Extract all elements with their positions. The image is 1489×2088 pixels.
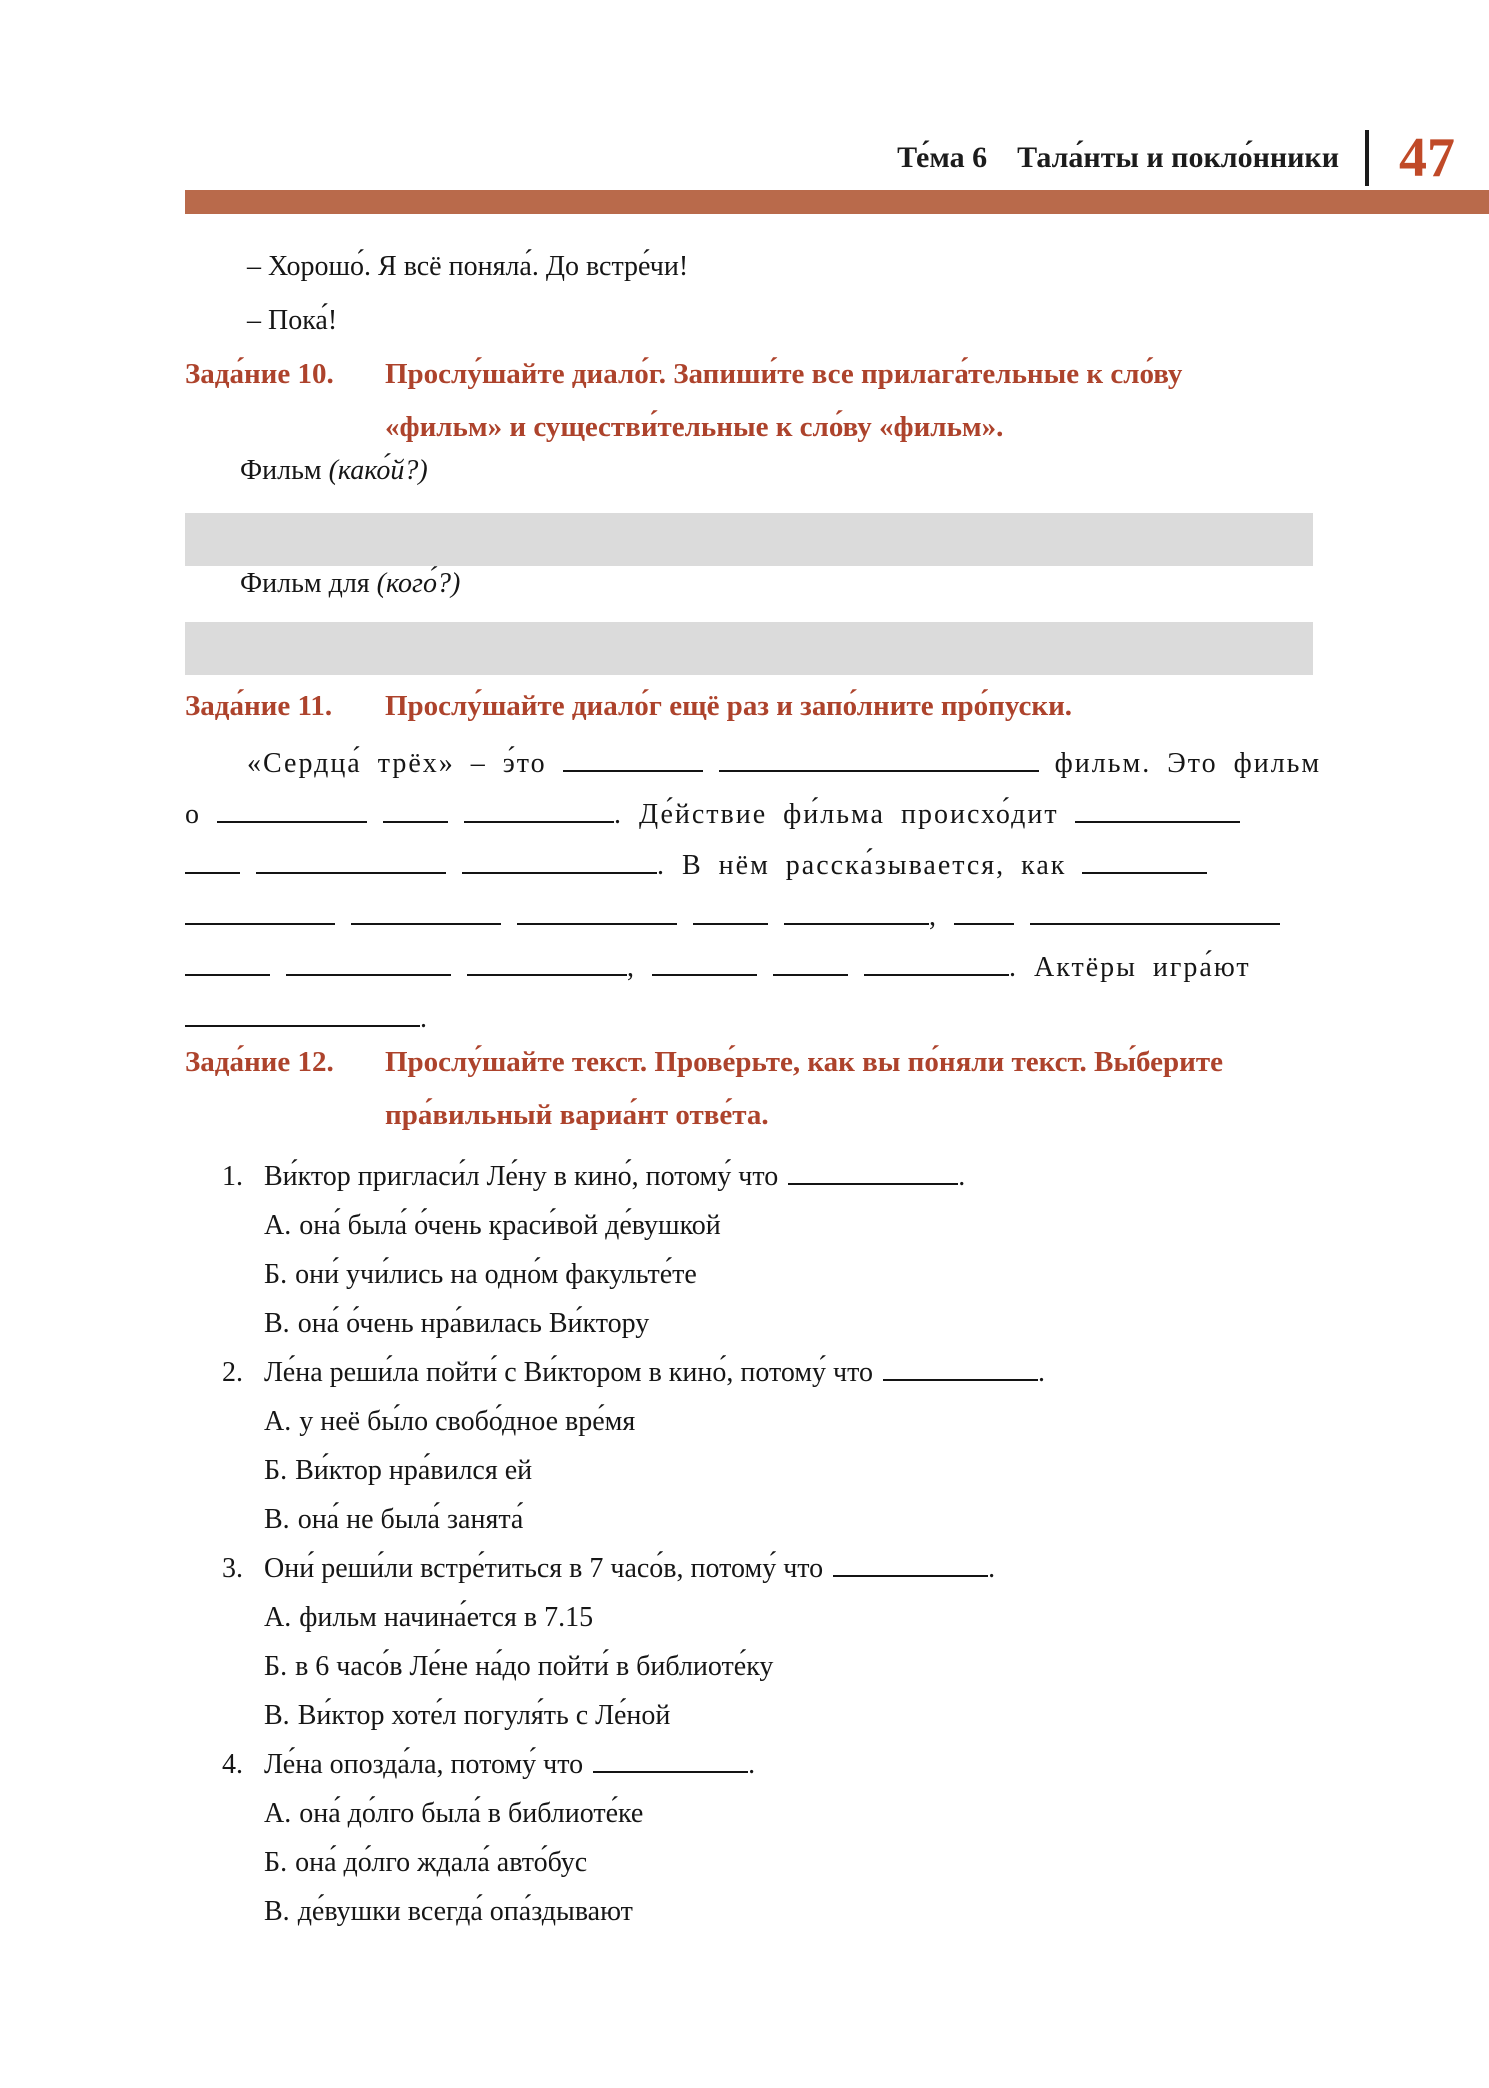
option-letter: А. xyxy=(264,1602,292,1633)
question-number: 1. xyxy=(222,1161,243,1192)
page-number: 47 xyxy=(1399,127,1455,189)
question-period: . xyxy=(1038,1357,1045,1388)
cloze-line xyxy=(185,738,1345,789)
task12-instruction-line2: пра́вильный вариа́нт отве́та. xyxy=(385,1099,769,1131)
question-blank xyxy=(788,1161,958,1185)
option-text: у неё бы́ло свобо́дное вре́мя xyxy=(299,1406,636,1437)
fill-in-blank xyxy=(256,850,446,874)
answer-option xyxy=(222,1201,1345,1250)
questions-list xyxy=(185,1152,1345,1936)
option-letter: А. xyxy=(264,1210,292,1241)
answer-option xyxy=(222,1887,1345,1936)
cloze-text xyxy=(757,952,773,983)
fill-in-blank xyxy=(517,901,677,925)
prompt-question: (кого́?) xyxy=(376,568,461,599)
answer-option xyxy=(222,1789,1345,1838)
fill-in-blank xyxy=(351,901,501,925)
chapter-label: Те́ма 6 xyxy=(897,141,988,174)
task12-instruction-line1: Прослу́шайте текст. Прове́рьте, как вы по́няли текст. Вы́берите xyxy=(385,1046,1223,1078)
option-letter: В. xyxy=(264,1700,290,1731)
fill-in-blank xyxy=(652,952,757,976)
question-period: . xyxy=(748,1749,756,1780)
fill-in-blank xyxy=(185,1003,420,1027)
cloze-text xyxy=(270,952,286,983)
cloze-text: . Актёры игра́ют xyxy=(1009,952,1251,983)
task12-label: Зада́ние 12. xyxy=(185,1046,334,1078)
task10-heading xyxy=(185,348,1345,454)
dialog-excerpt xyxy=(185,240,1345,348)
answer-option xyxy=(222,1397,1345,1446)
question-number: 2. xyxy=(222,1357,243,1388)
task12-instruction xyxy=(385,1036,1223,1142)
question-block xyxy=(222,1740,1345,1936)
fill-in-blank xyxy=(467,952,627,976)
answer-option xyxy=(222,1642,1345,1691)
page-header xyxy=(897,127,1455,189)
fill-in-blank xyxy=(773,952,848,976)
option-letter: В. xyxy=(264,1896,290,1927)
fill-in-blank xyxy=(464,799,614,823)
task11-heading xyxy=(185,680,1345,733)
answer-area-nouns xyxy=(185,622,1313,675)
question-text: Ле́на реши́ла пойти́ с Ви́ктором в кино́, потому́ что xyxy=(264,1357,873,1388)
fill-in-blank xyxy=(1030,901,1280,925)
task10-prompt-noun xyxy=(185,568,1345,600)
option-letter: А. xyxy=(264,1798,292,1829)
fill-in-blank xyxy=(185,901,335,925)
option-letter: В. xyxy=(264,1504,290,1535)
cloze-text: фильм. Это фильм xyxy=(1038,748,1322,779)
cloze-text: . В нём расска́зывается, как xyxy=(657,850,1083,881)
dialog-line: – Пока́! xyxy=(247,305,338,336)
prompt-word: Фильм для xyxy=(240,568,370,599)
task11-label: Зада́ние 11. xyxy=(185,690,333,722)
fill-in-blank xyxy=(1075,799,1240,823)
question-period: . xyxy=(958,1161,966,1192)
question-text: Ви́ктор пригласи́л Ле́ну в кино́, потому́ что xyxy=(264,1161,779,1192)
task10-prompt-adjective xyxy=(185,455,1345,487)
option-text: фильм начина́ется в 7.15 xyxy=(299,1602,594,1633)
fill-in-blank xyxy=(719,748,1039,772)
fill-in-blank xyxy=(383,799,448,823)
question-line xyxy=(222,1348,1345,1397)
prompt-word: Фильм xyxy=(240,455,322,486)
option-text: в 6 часо́в Ле́не на́до пойти́ в библиоте́ку xyxy=(295,1651,774,1682)
header-divider xyxy=(1365,130,1369,186)
question-number: 4. xyxy=(222,1749,243,1780)
cloze-text xyxy=(367,799,383,830)
task10-instruction xyxy=(385,348,1182,454)
cloze-text xyxy=(703,748,719,779)
answer-option xyxy=(222,1593,1345,1642)
answer-option xyxy=(222,1250,1345,1299)
fill-in-blank xyxy=(286,952,451,976)
fill-in-blank xyxy=(864,952,1009,976)
option-text: она́ до́лго ждала́ авто́бус xyxy=(295,1847,588,1878)
cloze-text: . Де́йствие фи́льма происхо́дит xyxy=(614,799,1075,830)
header-accent-bar xyxy=(185,190,1489,214)
cloze-text xyxy=(501,901,517,932)
fill-in-blank xyxy=(784,901,929,925)
question-line xyxy=(222,1740,1345,1789)
cloze-text xyxy=(240,850,256,881)
task10-instruction-line1: Прослу́шайте диало́г. Запиши́те все прилага́тельные к сло́ву xyxy=(385,358,1183,390)
option-letter: Б. xyxy=(264,1651,288,1682)
cloze-line xyxy=(185,942,1345,993)
fill-in-blank xyxy=(185,952,270,976)
answer-area-adjectives xyxy=(185,513,1313,566)
option-letter: Б. xyxy=(264,1455,288,1486)
question-blank xyxy=(833,1553,988,1577)
question-blank xyxy=(883,1357,1038,1381)
fill-in-blank xyxy=(954,901,1014,925)
dialog-line: – Хорошо́. Я всё поняла́. До встре́чи! xyxy=(247,251,689,282)
option-text: она́ до́лго была́ в библиоте́ке xyxy=(299,1798,644,1829)
task10-instruction-line2: «фильм» и существи́тельные к сло́ву «фильм». xyxy=(385,411,1004,443)
fill-in-blank xyxy=(1082,850,1207,874)
cloze-text: о xyxy=(185,799,217,830)
cloze-text xyxy=(768,901,784,932)
cloze-text xyxy=(448,799,464,830)
option-text: Ви́ктор хоте́л погуля́ть с Ле́ной xyxy=(297,1700,671,1731)
option-letter: В. xyxy=(264,1308,290,1339)
option-letter: Б. xyxy=(264,1259,288,1290)
question-number: 3. xyxy=(222,1553,243,1584)
cloze-text: «Сердца́ трёх» – э́то xyxy=(247,748,563,779)
question-period: . xyxy=(988,1553,996,1584)
fill-in-blank xyxy=(217,799,367,823)
cloze-line xyxy=(185,840,1345,891)
option-letter: Б. xyxy=(264,1847,288,1878)
cloze-text: , xyxy=(929,901,954,932)
answer-option xyxy=(222,1838,1345,1887)
question-text: Ле́на опозда́ла, потому́ что xyxy=(264,1749,584,1780)
cloze-text xyxy=(451,952,467,983)
cloze-text xyxy=(335,901,351,932)
option-text: она́ была́ о́чень краси́вой де́вушкой xyxy=(299,1210,721,1241)
task10-label: Зада́ние 10. xyxy=(185,358,334,390)
fill-in-blank xyxy=(693,901,768,925)
fill-in-blank xyxy=(462,850,657,874)
cloze-text xyxy=(1014,901,1030,932)
fill-in-blank xyxy=(185,850,240,874)
answer-option xyxy=(222,1495,1345,1544)
question-line xyxy=(222,1152,1345,1201)
prompt-question: (како́й?) xyxy=(328,455,428,486)
answer-option xyxy=(222,1691,1345,1740)
option-text: они́ учи́лись на одно́м факульте́те xyxy=(295,1259,697,1290)
question-block xyxy=(222,1348,1345,1544)
cloze-text xyxy=(848,952,864,983)
cloze-line xyxy=(185,891,1345,942)
question-block xyxy=(222,1152,1345,1348)
cloze-text: , xyxy=(627,952,652,983)
cloze-line xyxy=(185,789,1345,840)
option-text: она́ не была́ занята́ xyxy=(297,1504,524,1535)
task11-instruction: Прослу́шайте диало́г ещё раз и запо́лните про́пуски. xyxy=(385,690,1073,722)
question-text: Они́ реши́ли встре́титься в 7 часо́в, потому́ что xyxy=(264,1553,824,1584)
question-line xyxy=(222,1544,1345,1593)
option-text: она́ о́чень нра́вилась Ви́ктору xyxy=(297,1308,650,1339)
cloze-paragraph xyxy=(185,738,1345,1044)
answer-option xyxy=(222,1446,1345,1495)
fill-in-blank xyxy=(563,748,703,772)
cloze-text xyxy=(677,901,693,932)
option-letter: А. xyxy=(264,1406,292,1437)
chapter-title: Тала́нты и покло́нники xyxy=(1017,141,1339,174)
task12-heading xyxy=(185,1036,1345,1142)
answer-option xyxy=(222,1299,1345,1348)
cloze-text xyxy=(446,850,462,881)
question-block xyxy=(222,1544,1345,1740)
option-text: Ви́ктор нра́вился ей xyxy=(295,1455,533,1486)
cloze-text: . xyxy=(420,1003,429,1034)
question-blank xyxy=(593,1749,748,1773)
option-text: де́вушки всегда́ опа́здывают xyxy=(297,1896,633,1927)
